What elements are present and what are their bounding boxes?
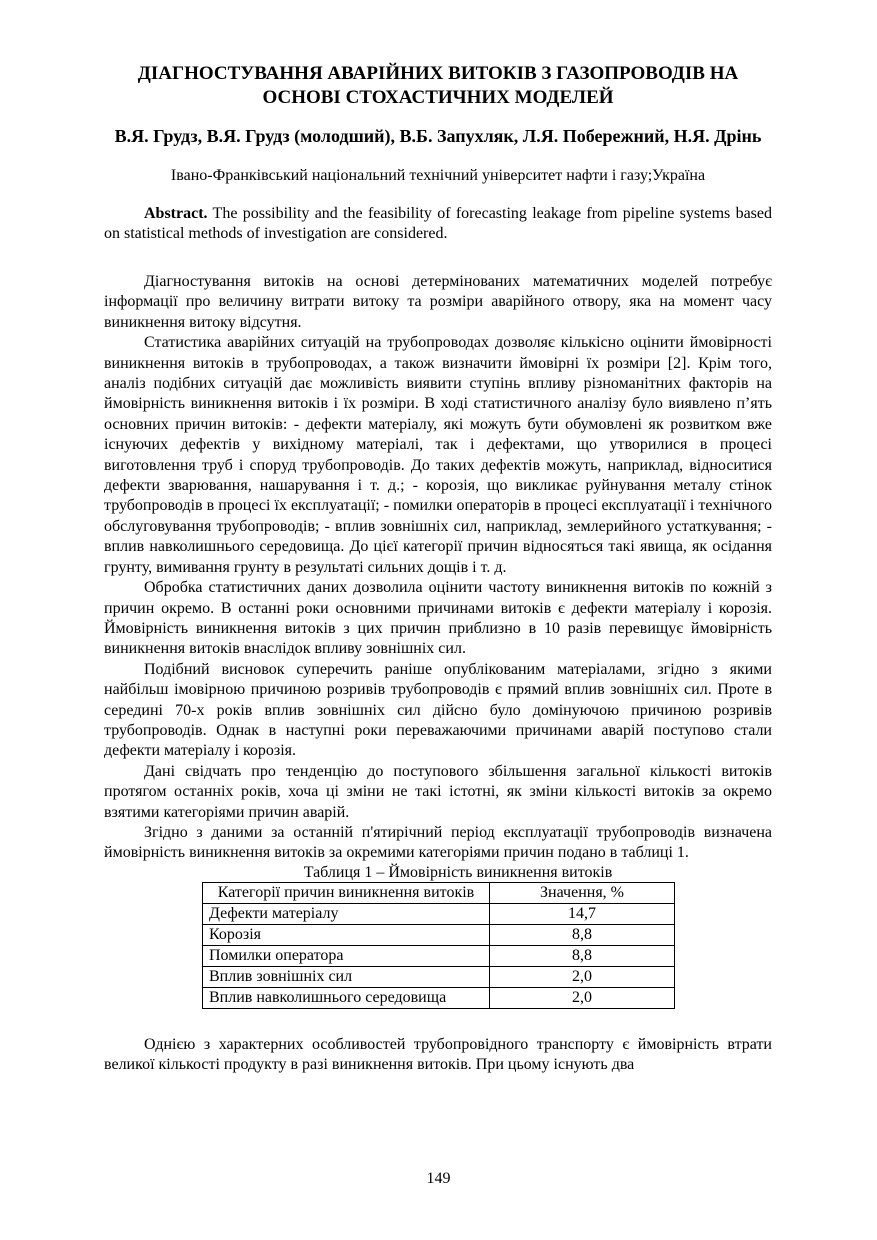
paper-title: ДІАГНОСТУВАННЯ АВАРІЙНИХ ВИТОКІВ З ГАЗОПРОВОДІВ НА ОСНОВІ СТОХАСТИЧНИХ МОДЕЛЕЙ: [137, 63, 739, 108]
table-cell-value: 8,8: [490, 924, 675, 945]
affiliation: Івано-Франківський національний технічний університет нафти і газу;Україна: [170, 167, 706, 184]
table-row: [203, 924, 675, 945]
table-header-cell: Значення, %: [490, 882, 675, 903]
table-header-cell: Категорії причин виникнення витоків: [203, 882, 490, 903]
paper-authors: В.Я. Грудз, В.Я. Грудз (молодший), В.Б. Запухляк, Л.Я. Побережний, Н.Я. Дрінь: [114, 126, 762, 146]
table-row: [203, 945, 675, 966]
body-text: [104, 272, 772, 864]
paragraph: Дані свідчать про тенденцію до поступового збільшення загальної кількості витоків протягом останніх років, хоча ці зміни не такі істотні, як зміни кількості витоків за окремо взятими категоріями причин аварій.: [104, 762, 772, 821]
abstract: [104, 204, 772, 244]
table-cell-category: Вплив навколишнього середовища: [203, 987, 490, 1008]
closing-paragraph: Однією з характерних особливостей трубопровідного транспорту є ймовірність втрати великої кількості продукту в разі виникнення витоків. При цьому існують два: [104, 1035, 772, 1074]
paragraph: Подібний висновок суперечить раніше опублікованим матеріалами, згідно з якими найбільш імовірною причиною розривів трубопроводів є прямий вплив зовнішніх сил. Проте в середині 70-х років вплив зовнішніх сил дійсно було домінуючою причиною розривів трубопроводів. Однак в наступні роки переважаючими причинами аварій поступово стали дефекти матеріалу і корозія.: [104, 660, 772, 760]
table-caption: Таблиця 1 – Ймовірність виникнення витоків: [303, 863, 613, 881]
paragraph: Згідно з даними за останній п'ятирічний період експлуатації трубопроводів визначена ймовірність виникнення витоків за окремими категоріями причин подано в таблиці 1.: [104, 823, 772, 862]
table-row: [203, 987, 675, 1008]
table-cell-value: 14,7: [490, 903, 675, 924]
page-number: 149: [426, 1170, 451, 1187]
table-cell-category: Дефекти матеріалу: [203, 903, 490, 924]
table-cell-category: Вплив зовнішніх сил: [203, 966, 490, 987]
paragraph: Статистика аварійних ситуацій на трубопроводах дозволяє кількісно оцінити ймовірності виникнення витоків в трубопроводах, а також визначити ймовірні їх розміри [2]. Крім того, аналіз подібних ситуацій дає можливість виявити ступінь впливу різноманітних факторів на ймовірність виникнення витоків і їх розміри. В ході статистичного аналізу було виявлено п’ять основних причин витоків: - дефекти матеріалу, які можуть бути обумовлені як розвитком вже існуючих дефектів у вихідному матеріалі, так і дефектами, що утворилися в процесі виготовлення труб і споруд трубопроводів. До таких дефектів можуть, наприклад, відноситися дефекти зварювання, нашарування і т. д.; - корозія, що викликає руйнування металу стінок трубопроводів в процесі їх експлуатації; - помилки операторів в процесі експлуатації і технічного обслуговування трубопроводів; - вплив зовнішніх сил, наприклад, землерийного устаткування; - вплив навколишнього середовища. До цієї категорії причин відносяться такі явища, як осідання грунту, вимивання грунту в результаті сильних дощів і т. д.: [104, 334, 772, 576]
paper-page: [104, 62, 772, 1076]
table-cell-category: Корозія: [203, 924, 490, 945]
table-header-row: [203, 882, 675, 903]
table-cell-value: 2,0: [490, 966, 675, 987]
paragraph: Обробка статистичних даних дозволила оцінити частоту виникнення витоків по кожній з причин окремо. В останні роки основними причинами витоків є дефекти матеріалу і корозія. Ймовірність виникнення витоків з цих причин приблизно в 10 разів перевищує ймовірність виникнення витоків внаслідок впливу зовнішніх сил.: [104, 579, 772, 658]
probability-table: [202, 882, 675, 1009]
table-cell-value: 2,0: [490, 987, 675, 1008]
table-cell-value: 8,8: [490, 945, 675, 966]
abstract-text: The possibility and the feasibility of forecasting leakage from pipeline systems based on statistical methods of investigation are considered.: [104, 205, 772, 242]
table-row: [203, 966, 675, 987]
table-row: [203, 903, 675, 924]
paragraph: Діагностування витоків на основі детермінованих математичних моделей потребує інформації про величину витрати витоку та розміри аварійного отвору, яка на момент часу виникнення витоку відсутня.: [104, 273, 772, 331]
table-cell-category: Помилки оператора: [203, 945, 490, 966]
abstract-label: Abstract.: [144, 205, 208, 222]
